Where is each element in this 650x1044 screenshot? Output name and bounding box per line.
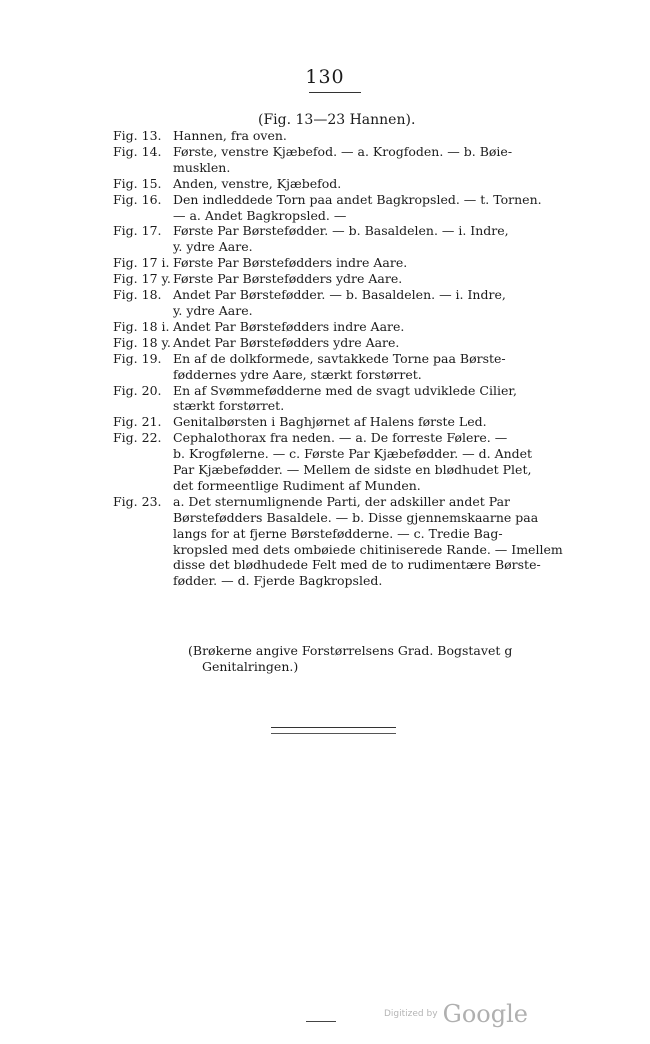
legend-entry [113, 494, 563, 589]
description-line: En af de dolkformede, savtakkede Torne paa Børste- [173, 350, 506, 366]
figure-legend [113, 128, 563, 589]
footnote-line: (Brøkerne angive Forstørrelsens Grad. Bogstavet g [188, 643, 513, 658]
description-line: det formeentlige Rudiment af Munden. [173, 477, 421, 493]
legend-entry [113, 128, 563, 144]
description-line: disse det blødhudede Felt med de to rudimentære Børste- [173, 557, 541, 573]
description-line: fødder. — d. Fjerde Bagkropsled. [173, 573, 383, 589]
figure-label: Fig. 18 y. [113, 334, 171, 350]
description-line: — a. Andet Bagkropsled. — [173, 207, 347, 223]
watermark-prefix: Digitized by [384, 1009, 438, 1019]
legend-entry [113, 176, 563, 192]
legend-entry [113, 351, 563, 383]
description-line: Første Par Børstefødders indre Aare. [173, 255, 408, 271]
description-line: En af Svømmefødderne med de svagt udviklede Cilier, [173, 382, 517, 398]
figure-description [173, 430, 563, 494]
figure-label: Fig. 14. [113, 143, 162, 159]
description-line: Børstefødders Basaldele. — b. Disse gjennemskaarne paa [173, 509, 539, 525]
figure-label: Fig. 17 y. [113, 271, 171, 287]
google-watermark [384, 1000, 528, 1028]
figure-description [173, 223, 563, 255]
legend-entry [113, 271, 563, 287]
figure-description [173, 128, 563, 144]
figure-label: Fig. 22. [113, 430, 162, 446]
description-line: føddernes ydre Aare, stærkt forstørret. [173, 366, 422, 382]
figure-label: Fig. 16. [113, 191, 162, 207]
legend-entry [113, 144, 563, 176]
figure-description [173, 255, 563, 271]
description-line: Anden, venstre, Kjæbefod. [173, 175, 342, 191]
footnote-line: Genitalringen.) [202, 659, 299, 674]
description-line: musklen. [173, 159, 231, 175]
google-logo: Google [442, 1000, 528, 1028]
legend-entry [113, 287, 563, 319]
description-line: Par Kjæbefødder. — Mellem de sidste en blødhudet Plet, [173, 462, 532, 478]
description-line: Hannen, fra oven. [173, 128, 287, 143]
caption-heading: (Fig. 13—23 Hannen). [258, 112, 416, 128]
figure-description [173, 335, 563, 351]
bottom-dash [306, 1021, 336, 1022]
figure-description [173, 414, 563, 430]
legend-entry [113, 414, 563, 430]
figure-description [173, 383, 563, 415]
legend-entry [113, 430, 563, 494]
description-line: Andet Par Børstefødders ydre Aare. [173, 334, 400, 350]
figure-description [173, 271, 563, 287]
legend-entry [113, 192, 563, 224]
figure-label: Fig. 17 i. [113, 255, 170, 271]
figure-label: Fig. 20. [113, 382, 162, 398]
figure-label: Fig. 18. [113, 287, 162, 303]
figure-description [173, 287, 563, 319]
description-line: Første Par Børstefødders ydre Aare. [173, 271, 403, 287]
figure-description [173, 176, 563, 192]
description-line: langs for at fjerne Børstefødderne. — c. Tredie Bag- [173, 525, 503, 541]
figure-description [173, 144, 563, 176]
figure-label: Fig. 13. [113, 128, 162, 143]
figure-label: Fig. 23. [113, 493, 162, 509]
description-line: a. Det sternumlignende Parti, der adskiller andet Par [173, 493, 510, 509]
description-line: y. ydre Aare. [173, 239, 253, 255]
page-number: 130 [305, 66, 345, 88]
legend-entry [113, 383, 563, 415]
figure-label: Fig. 21. [113, 414, 162, 430]
description-line: Første, venstre Kjæbefod. — a. Krogfoden. — b. Bøie- [173, 143, 513, 159]
description-line: Cephalothorax fra neden. — a. De forreste Følere. — [173, 430, 508, 446]
legend-entry [113, 255, 563, 271]
description-line: Genitalbørsten i Baghjørnet af Halens første Led. [173, 414, 487, 430]
description-line: y. ydre Aare. [173, 302, 253, 318]
description-line: Den indleddede Torn paa andet Bagkropsled. — t. Tornen. [173, 191, 542, 207]
description-line: stærkt forstørret. [173, 398, 285, 414]
figure-description [173, 351, 563, 383]
legend-entry [113, 223, 563, 255]
figure-label: Fig. 19. [113, 350, 162, 366]
footnote [188, 643, 568, 675]
description-line: Første Par Børstefødder. — b. Basaldelen. — i. Indre, [173, 223, 509, 239]
page-number-underline [309, 92, 361, 93]
description-line: Andet Par Børstefødder. — b. Basaldelen. — i. Indre, [173, 287, 506, 303]
figure-label: Fig. 17. [113, 223, 162, 239]
figure-description [173, 319, 563, 335]
description-line: b. Krogfølerne. — c. Første Par Kjæbefødder. — d. Andet [173, 446, 533, 462]
ornamental-rule [271, 727, 396, 734]
figure-label: Fig. 18 i. [113, 318, 170, 334]
legend-entry [113, 335, 563, 351]
figure-label: Fig. 15. [113, 175, 162, 191]
description-line: Andet Par Børstefødders indre Aare. [173, 318, 405, 334]
description-line: kropsled med dets ombøiede chitiniserede Rande. — Imellem [173, 541, 563, 557]
legend-entry [113, 319, 563, 335]
figure-description [173, 494, 563, 589]
figure-description [173, 192, 563, 224]
